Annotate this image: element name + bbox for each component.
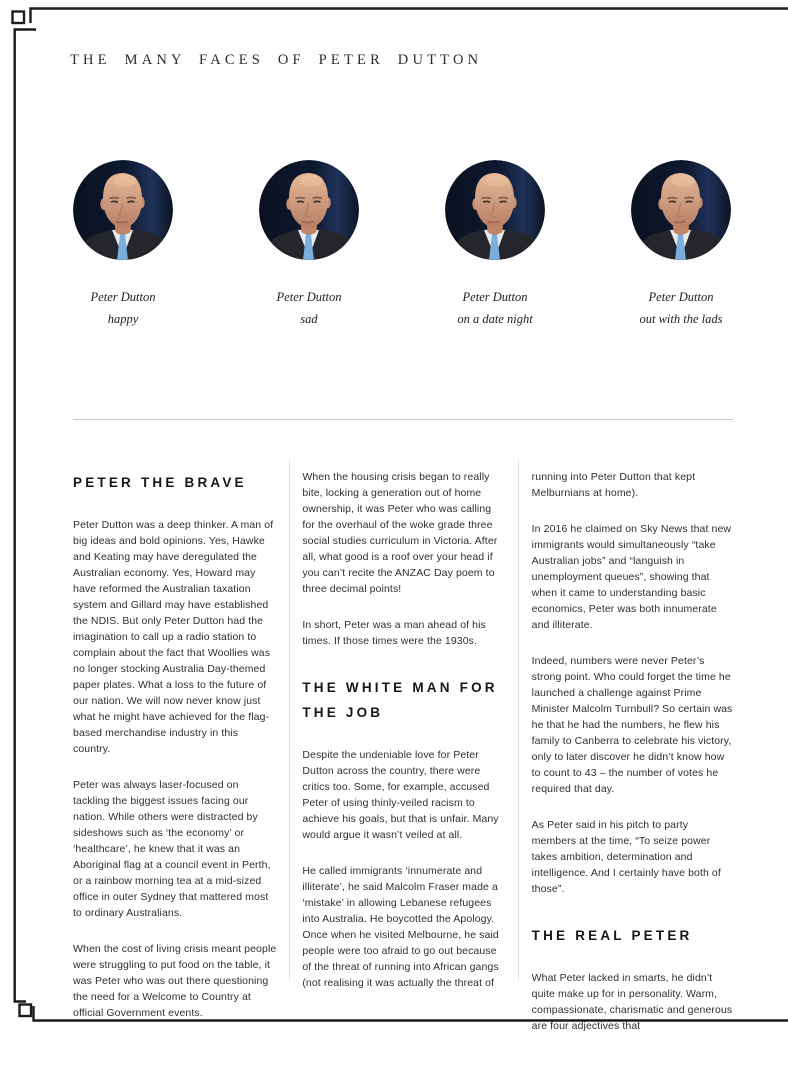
article-paragraph: Peter Dutton was a deep thinker. A man of big ideas and bold opinions. Yes, Hawke and Keating may have deregulated the Australian economy. Yes, Howard may have reformed the Australian taxation system and Gillard may have established the NDIS. But only Peter Dutton had the imagination to call up a radio station to complain about the fact that Woollies was no longer stocking Australia Day-themed paper plates. What a loss to the future of our nation. We will now never know just what he might have achieved for the flag-based merchandise industry in this country. xyxy=(73,519,274,755)
article-paragraph: Indeed, numbers were never Peter’s strong point. Who could forget the time he launched a challenge against Prime Minister Malcolm Turnbull? So certain was he that he had the numbers, he flew his family to Canberra to celebrate his victory, only to later discover he didn’t know how to count to 43 – the number of votes he required that day. xyxy=(531,655,733,795)
peter-dutton-photo xyxy=(259,160,359,260)
section-heading: THE WHITE MAN FOR THE JOB xyxy=(302,680,498,720)
portrait-mood: happy xyxy=(107,311,139,326)
section-heading: THE REAL PETER xyxy=(531,928,693,943)
portrait-art xyxy=(445,160,545,260)
left-border-line xyxy=(15,30,36,1002)
portrait-figure xyxy=(57,160,189,330)
peter-dutton-photo xyxy=(445,160,545,260)
portrait-figure xyxy=(615,160,747,330)
peter-dutton-photo xyxy=(73,160,173,260)
article-column xyxy=(302,456,505,1054)
peter-dutton-photo xyxy=(631,160,731,260)
section-heading: PETER THE BRAVE xyxy=(73,475,247,490)
portrait-mood: sad xyxy=(300,311,318,326)
portrait-mood: out with the lads xyxy=(639,311,723,326)
portrait-name: Peter Dutton xyxy=(462,290,528,304)
corner-square-bottom xyxy=(20,1005,32,1017)
page-title: THE MANY FACES OF PETER DUTTON xyxy=(70,52,483,68)
portrait-figure xyxy=(429,160,561,330)
article-paragraph: What Peter lacked in smarts, he didn’t quite make up for in personality. Warm, compassionate, charismatic and generous are four adjectives that xyxy=(531,972,733,1032)
top-border-line xyxy=(31,9,788,24)
portrait-art xyxy=(631,160,731,260)
article-columns xyxy=(73,456,735,1054)
article-paragraph: When the housing crisis began to really bite, locking a generation out of home ownership, it was Peter who was calling for the overhaul of the woke grade three social studies curriculum in Victoria. After all, what good is a roof over your head if you can’t recite the ANZAC Day poem to three decimal points! xyxy=(302,471,498,595)
portrait-mood: on a date night xyxy=(457,311,533,326)
portrait-name: Peter Dutton xyxy=(90,290,156,304)
article-paragraph: When the cost of living crisis meant people were struggling to put food on the table, it was Peter who was out there questioning the need for a Welcome to Country at official Government events. xyxy=(73,943,277,1019)
article-paragraph: Peter was always laser-focused on tackling the biggest issues facing our nation. While others were distracted by sideshows such as ‘the economy’ or ‘healthcare’, he knew that it was an Aboriginal flag at a council event in Perth, or a rainbow morning tea at a mid-sized office in outer Sydney that mattered most to ordinary Australians. xyxy=(73,779,271,919)
article-column xyxy=(532,456,735,1054)
article-paragraph: As Peter said in his pitch to party members at the time, “To seize power takes ambition, determination and intelligence. And I certainly have both of those”. xyxy=(531,819,721,895)
article-column xyxy=(73,456,276,1054)
portrait-art xyxy=(73,160,173,260)
portrait-row xyxy=(57,160,747,330)
article-paragraph: Despite the undeniable love for Peter Dutton across the country, there were critics too. Some, for example, accused Peter of using thinly-veiled racism to achieve his goals, but that is unfair. Many would argue it wasn’t veiled at all. xyxy=(302,749,499,841)
portrait-figure xyxy=(243,160,375,330)
article-paragraph: He called immigrants ‘innumerate and illiterate’, he said Malcolm Fraser made a ‘mistake’ in allowing Lebanese refugees into Australia. He boycotted the Apology. Once when he visited Melbourne, he said people were too afraid to go out because of the threat of running into African gangs (not realising it was actually the threat of xyxy=(302,865,499,989)
portrait-name: Peter Dutton xyxy=(276,290,342,304)
portrait-name: Peter Dutton xyxy=(648,290,714,304)
portrait-art xyxy=(259,160,359,260)
article-paragraph: In short, Peter was a man ahead of his times. If those times were the 1930s. xyxy=(302,619,486,647)
article-paragraph: running into Peter Dutton that kept Melburnians at home). xyxy=(531,471,696,499)
section-divider-line xyxy=(73,419,733,420)
article-paragraph: In 2016 he claimed on Sky News that new immigrants would simultaneously “take Australian jobs” and “languish in unemployment queues”, showing that when it came to understanding basic economics, Peter was both innumerate and illiterate. xyxy=(531,523,732,631)
corner-square-top xyxy=(13,12,25,24)
